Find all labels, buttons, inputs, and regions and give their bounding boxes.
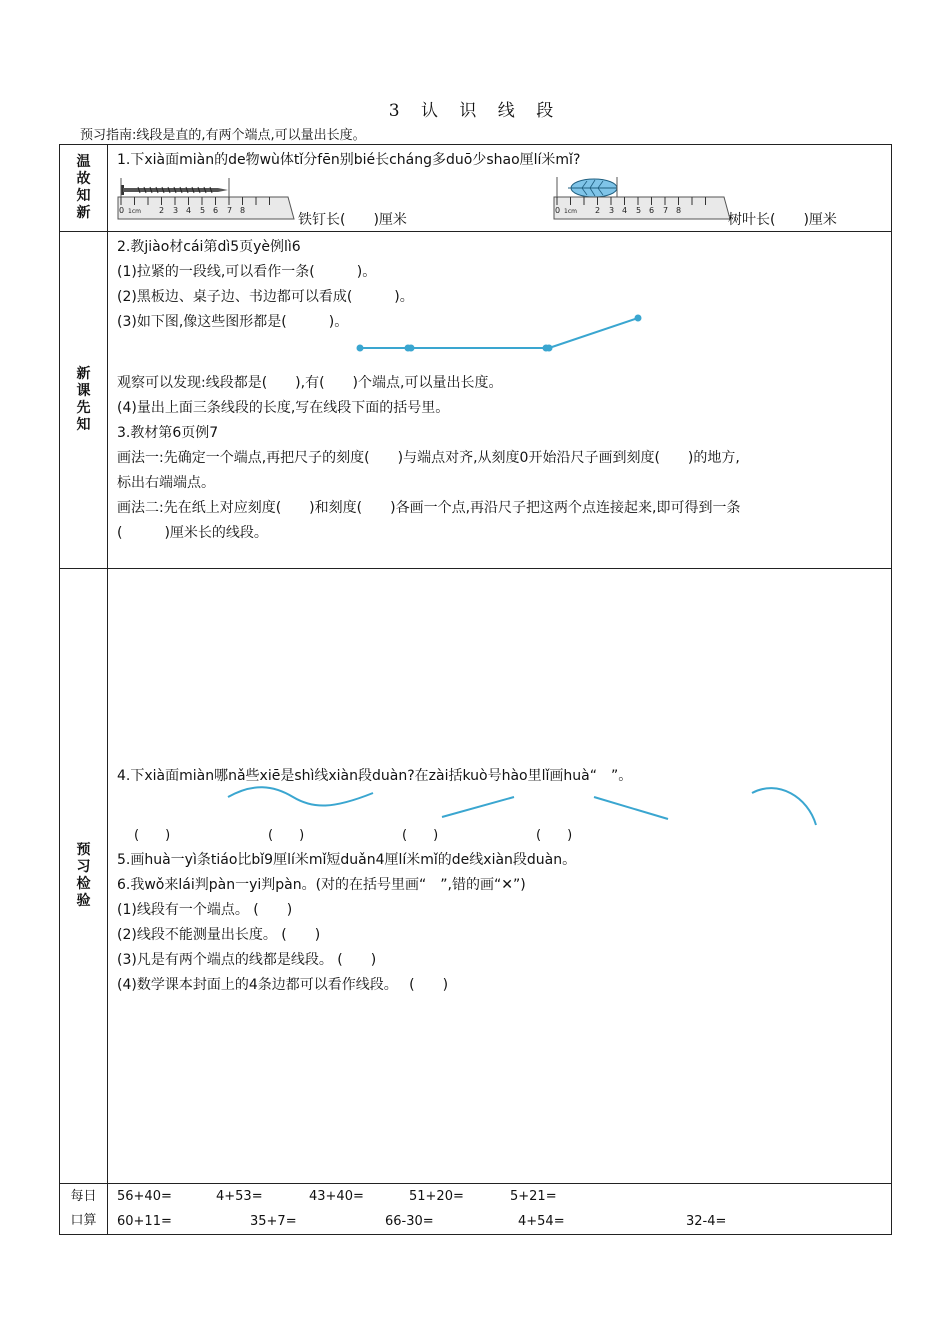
leaf-icon xyxy=(568,179,617,197)
question-6: 6.我wǒ来lái判pàn一yi判pàn。(对的在括号里画“ ”,错的画“✕”) xyxy=(117,877,526,893)
line-item-4: (4)量出上面三条线段的长度,写在线段下面的括号里。 xyxy=(117,400,450,416)
oral-calc-row xyxy=(60,1184,892,1235)
observation-line: 观察可以发现:线段都是( ),有( )个端点,可以量出长度。 xyxy=(117,375,503,391)
preview-check-row xyxy=(60,569,892,1184)
judge-item-2: (2)线段不能测量出长度。 ( ) xyxy=(117,927,321,943)
method-1-line-1: 画法一:先确定一个端点,再把尺子的刻度( )与端点对齐,从刻度0开始沿尺子画到刻度( )的地方, xyxy=(117,450,740,466)
oral-problem: 66-30= xyxy=(385,1214,434,1229)
line-item-1: (1)拉紧的一段线,可以看作一条( )。 xyxy=(117,264,377,280)
leaf-length-label: 树叶长( )厘米 xyxy=(728,212,837,228)
tick-label: 1cm xyxy=(564,208,577,215)
tick-label: 4 xyxy=(186,206,192,215)
method-2-line-1: 画法二:先在纸上对应刻度( )和刻度( )各画一个点,再沿尺子把这两个点连接起来,即可得到一条 xyxy=(117,500,741,516)
preview-check-content xyxy=(108,569,891,1183)
ruler-icon xyxy=(554,197,730,219)
answer-bracket[interactable]: ( ) xyxy=(402,828,439,843)
tick-label: 6 xyxy=(213,206,219,215)
tick-label: 4 xyxy=(622,206,628,215)
method-2-line-2: ( )厘米长的线段。 xyxy=(117,525,268,541)
review-label: 温 故 知 新 xyxy=(60,145,108,232)
tick-label: 3 xyxy=(609,206,615,215)
oral-problem: 60+11= xyxy=(117,1214,172,1229)
line-item-3: (3)如下图,像这些图形都是( )。 xyxy=(117,314,349,330)
review-content xyxy=(108,145,891,231)
segment-figures xyxy=(348,312,648,362)
method-1-line-2: 标出右端端点。 xyxy=(117,475,215,491)
tick-label: 7 xyxy=(227,206,233,215)
oral-problem: 4+54= xyxy=(518,1214,565,1229)
oral-problem: 35+7= xyxy=(250,1214,297,1229)
question-4: 4.下xià面miàn哪nǎ些xiē是shì线xiàn段duàn?在zài括kuò号hào里lǐ画huà“ ”。 xyxy=(117,768,633,784)
tick-label: 8 xyxy=(240,206,246,215)
new-lesson-label: 新 课 先 知 xyxy=(60,232,108,569)
oral-problem: 5+21= xyxy=(510,1189,557,1204)
tick-label: 3 xyxy=(173,206,179,215)
page-title: 3 认 识 线 段 xyxy=(388,101,562,121)
oral-calc-label: 每日 口算 xyxy=(60,1184,108,1235)
example-6-heading: 2.教jiào材cái第dì5页yè例lì6 xyxy=(117,239,301,255)
tick-label: 5 xyxy=(636,206,642,215)
worksheet-table xyxy=(59,144,892,1235)
wavy-line xyxy=(228,787,373,805)
judge-item-1: (1)线段有一个端点。 ( ) xyxy=(117,902,293,918)
curved-arc xyxy=(752,788,816,825)
answer-bracket[interactable]: ( ) xyxy=(536,828,573,843)
oral-problem: 51+20= xyxy=(409,1189,464,1204)
question-1: 1.下xià面miàn的de物wù体tǐ分fēn别bié长cháng多duō少shao厘lí米mǐ? xyxy=(117,152,581,168)
tick-label: 0 xyxy=(555,206,561,215)
nail-length-label: 铁钉长( )厘米 xyxy=(298,212,407,228)
review-row xyxy=(60,145,892,232)
oral-problem: 43+40= xyxy=(309,1189,364,1204)
tick-label: 2 xyxy=(159,206,165,215)
example-7-heading: 3.教材第6页例7 xyxy=(117,425,219,441)
judge-item-4: (4)数学课本封面上的4条边都可以看作线段。 ( ) xyxy=(117,977,449,993)
new-lesson-content xyxy=(108,232,891,568)
tick-label: 7 xyxy=(663,206,669,215)
answer-bracket[interactable]: ( ) xyxy=(134,828,171,843)
ruler-icon xyxy=(118,197,294,219)
new-lesson-row xyxy=(60,232,892,569)
nail-ruler-figure xyxy=(118,175,298,223)
straight-segment xyxy=(442,797,514,817)
tick-label: 1cm xyxy=(128,208,141,215)
leaf-ruler-figure xyxy=(554,175,734,223)
tick-label: 2 xyxy=(595,206,601,215)
preview-check-label: 预 习 检 验 xyxy=(60,569,108,1184)
oral-problem: 56+40= xyxy=(117,1189,172,1204)
oral-calc-content xyxy=(108,1184,891,1234)
question-4-figures xyxy=(218,785,838,835)
line-item-2: (2)黑板边、桌子边、书边都可以看成( )。 xyxy=(117,289,414,305)
tick-label: 6 xyxy=(649,206,655,215)
nail-icon xyxy=(121,185,228,195)
judge-item-3: (3)凡是有两个端点的线都是线段。 ( ) xyxy=(117,952,377,968)
oral-problem: 32-4= xyxy=(686,1214,727,1229)
answer-bracket[interactable]: ( ) xyxy=(268,828,305,843)
straight-segment xyxy=(594,797,668,819)
question-5: 5.画huà一yì条tiáo比bǐ9厘lí米mǐ短duǎn4厘lí米mǐ的de线xiàn段duàn。 xyxy=(117,852,577,868)
preview-guide: 预习指南:线段是直的,有两个端点,可以量出长度。 xyxy=(80,128,366,143)
tick-label: 8 xyxy=(676,206,682,215)
tick-label: 0 xyxy=(119,206,125,215)
oral-problem: 4+53= xyxy=(216,1189,263,1204)
tick-label: 5 xyxy=(200,206,206,215)
segment-3 xyxy=(549,318,638,348)
